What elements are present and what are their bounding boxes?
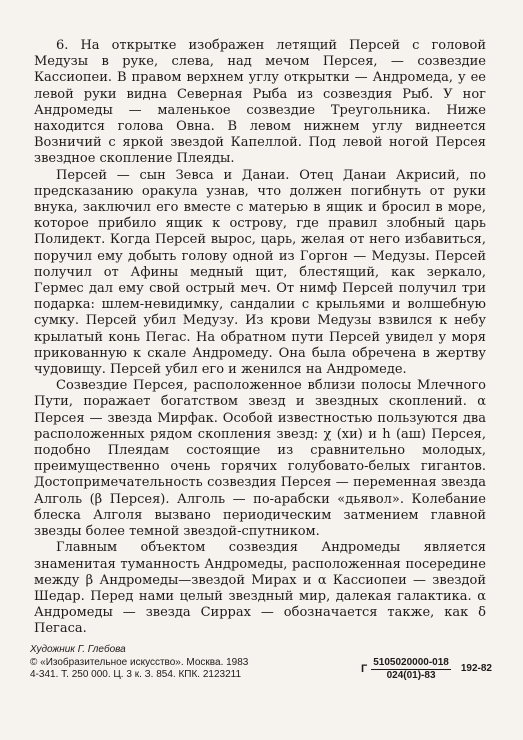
order-line: 4-341. Т. 250 000. Ц. 3 к. З. 854. КПК. 2123211 [30,669,242,680]
artist-credit: Художник Г. Глебова [30,644,126,655]
publisher-line: © «Изобразительное искусство». Москва. 1983 [30,656,249,668]
paragraph-perseus-constellation: Созвездие Персея, расположенное вблизи полосы Млечного Пути, поражает богатством звезд и звездных скоплений. α Персея — звезда Мирфак. Особой известностью пользуются два расположенных рядом скопления звезд: χ (хи) и h (аш) Персея, подобно Плеядам состоящие из сравнительно молодых, преимущественно очень горячих голубовато-белых гигантов. Достопримечательность созвездия Персея — переменная звезда Алголь (β Персея). Алголь — по-арабски «дьявол». Колебание блеска Алголя вызвано периодическим затмением главной звезды более темной звездой-спутником. [34,378,486,540]
paragraph-intro: 6. На открытке изображен летящий Персей с головой Медузы в руке, слева, над мечом Персея, — созвездие Кассиопеи. В правом верхнем углу открытки — Андромеда, у ее левой руки видна Северная Рыба из созвездия Рыб. У ног Андромеды — маленькое созвездие Треугольника. Ниже находится голова Овна. В левом нижнем углу виднеется Возничий с яркой звездой Капеллой. Под левой ногой Персея звездное скопление Плеяды. [34,38,486,167]
code-number: 192-82 [460,663,492,675]
paragraph-andromeda-constellation: Главным объектом созвездия Андромеды является знаменитая туманность Андромеды, расположенная посередине между β Андромеды—звездой Мирах и α Кассиопеи — звездой Шедар. Перед нами целый звездный мир, далекая галактика. α Андромеды — звезда Сиррах — обозначается также, как δ Пегаса. [34,540,486,637]
code-numerator: 5105020000-018 [371,657,451,671]
imprint [30,644,492,683]
code-denominator: 024(01)-83 [386,670,436,681]
paragraph-myth: Персей — сын Зевса и Данаи. Отец Данаи Акрисий, по предсказанию оракула узнав, что должен погибнуть от руки внука, заключил его вместе с матерью в ящик и бросил в море, которое прибило ящик к острову, где правил злобный царь Полидект. Когда Персей вырос, царь, желая от него избавиться, поручил ему добыть голову одной из Горгон — Медузы. Персей получил от Афины медный щит, блестящий, как зеркало, Гермес дал ему свой острый меч. От нимф Персей получил три подарка: шлем-невидимку, сандалии с крыльями и волшебную сумку. Персей убил Медузу. Из крови Медузы взвился к небу крылатый конь Пегас. На обратном пути Персей увидел у моря прикованную к скале Андромеду. Она была обречена в жертву чудовищу. Персей убил его и женился на Андромеде. [34,167,486,378]
code-fraction [371,657,451,683]
code-letter: Г [360,663,368,676]
catalog-code [361,657,492,683]
description-text [34,38,486,638]
